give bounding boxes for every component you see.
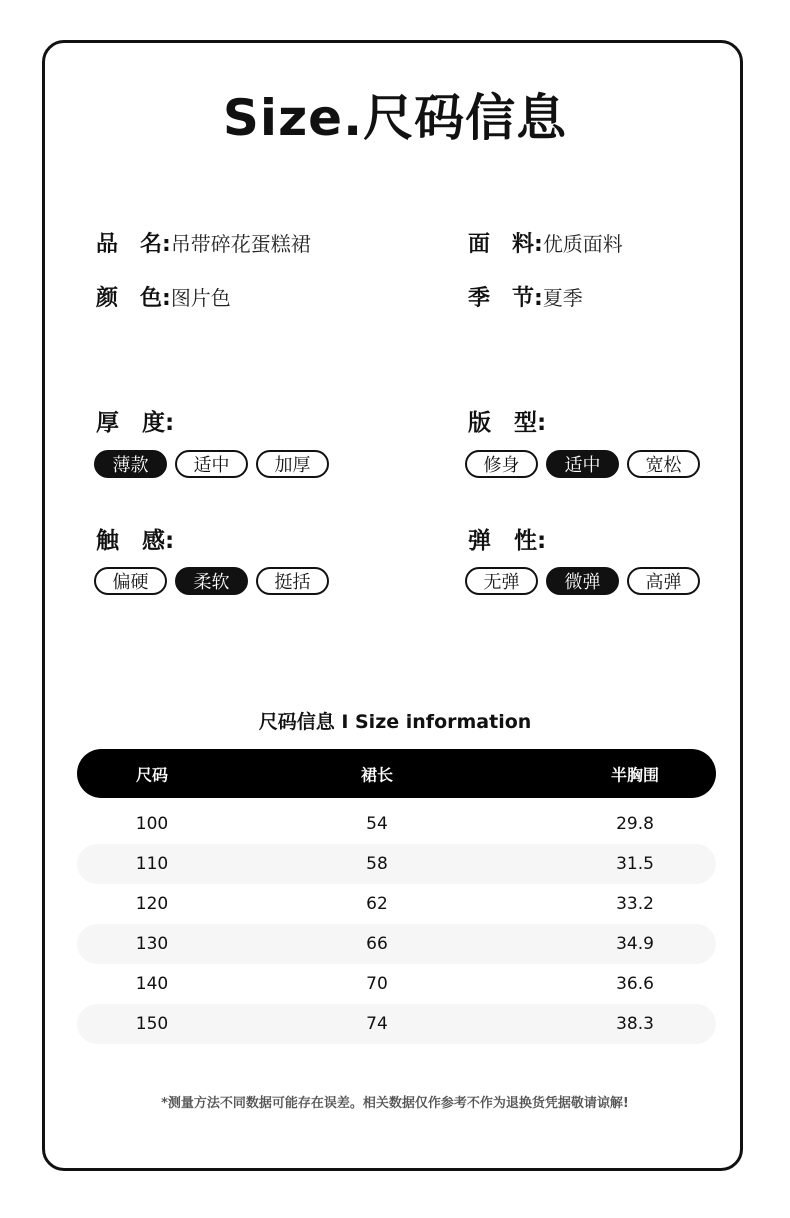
feel-option: 挺括 <box>256 567 329 595</box>
cell-bust: 36.6 <box>616 974 654 994</box>
product-fabric-value: 优质面料 <box>542 232 623 256</box>
fit-option: 宽松 <box>627 450 700 478</box>
table-row <box>77 804 716 844</box>
product-fabric <box>468 227 623 258</box>
thickness-option: 适中 <box>175 450 248 478</box>
fit-option: 修身 <box>465 450 538 478</box>
thickness-option: 加厚 <box>256 450 329 478</box>
thickness-label: 厚 度: <box>96 410 175 436</box>
size-table-title: 尺码信息 I Size information <box>258 711 532 733</box>
cell-length: 74 <box>366 1014 388 1034</box>
cell-length: 54 <box>366 814 388 834</box>
table-row <box>77 924 716 964</box>
header-size: 尺码 <box>135 765 169 784</box>
table-row <box>77 884 716 924</box>
cell-size: 150 <box>135 1014 169 1034</box>
product-name <box>96 227 311 258</box>
header-length: 裙长 <box>360 765 394 784</box>
product-name-value: 吊带碎花蛋糕裙 <box>170 232 311 256</box>
fit-options <box>465 450 700 478</box>
size-table-header <box>77 749 716 798</box>
cell-size: 130 <box>135 934 169 954</box>
footnote: *测量方法不同数据可能存在误差。相关数据仅作参考不作为退换货凭据敬请谅解! <box>161 1096 629 1111</box>
cell-length: 62 <box>366 894 388 914</box>
elasticity-options <box>465 567 700 595</box>
product-color-value: 图片色 <box>170 286 231 310</box>
elasticity-label: 弹 性: <box>468 528 547 554</box>
cell-size: 100 <box>135 814 169 834</box>
feel-label: 触 感: <box>96 528 175 554</box>
cell-bust: 33.2 <box>616 894 654 914</box>
product-season-label: 季 节: <box>468 286 543 311</box>
fit-label: 版 型: <box>468 410 547 436</box>
fit-option: 适中 <box>546 450 619 478</box>
thickness-options <box>94 450 329 478</box>
cell-size: 140 <box>135 974 169 994</box>
header-bust: 半胸围 <box>610 765 660 784</box>
feel-option: 偏硬 <box>94 567 167 595</box>
table-row <box>77 844 716 884</box>
feel-option: 柔软 <box>175 567 248 595</box>
cell-size: 110 <box>135 854 169 874</box>
elasticity-option: 微弹 <box>546 567 619 595</box>
cell-length: 58 <box>366 854 388 874</box>
cell-size: 120 <box>135 894 169 914</box>
elasticity-option: 高弹 <box>627 567 700 595</box>
product-color <box>96 281 231 312</box>
feel-options <box>94 567 329 595</box>
product-season-value: 夏季 <box>542 286 583 310</box>
cell-length: 66 <box>366 934 388 954</box>
page-title: Size.尺码信息 <box>222 89 568 147</box>
cell-bust: 34.9 <box>616 934 654 954</box>
cell-bust: 31.5 <box>616 854 654 874</box>
product-name-label: 品 名: <box>96 232 171 257</box>
product-color-label: 颜 色: <box>96 286 171 311</box>
product-season <box>468 281 583 312</box>
cell-bust: 29.8 <box>616 814 654 834</box>
product-fabric-label: 面 料: <box>468 232 543 257</box>
table-row <box>77 1004 716 1044</box>
elasticity-option: 无弹 <box>465 567 538 595</box>
thickness-option: 薄款 <box>94 450 167 478</box>
table-row <box>77 964 716 1004</box>
cell-bust: 38.3 <box>616 1014 654 1034</box>
cell-length: 70 <box>366 974 388 994</box>
